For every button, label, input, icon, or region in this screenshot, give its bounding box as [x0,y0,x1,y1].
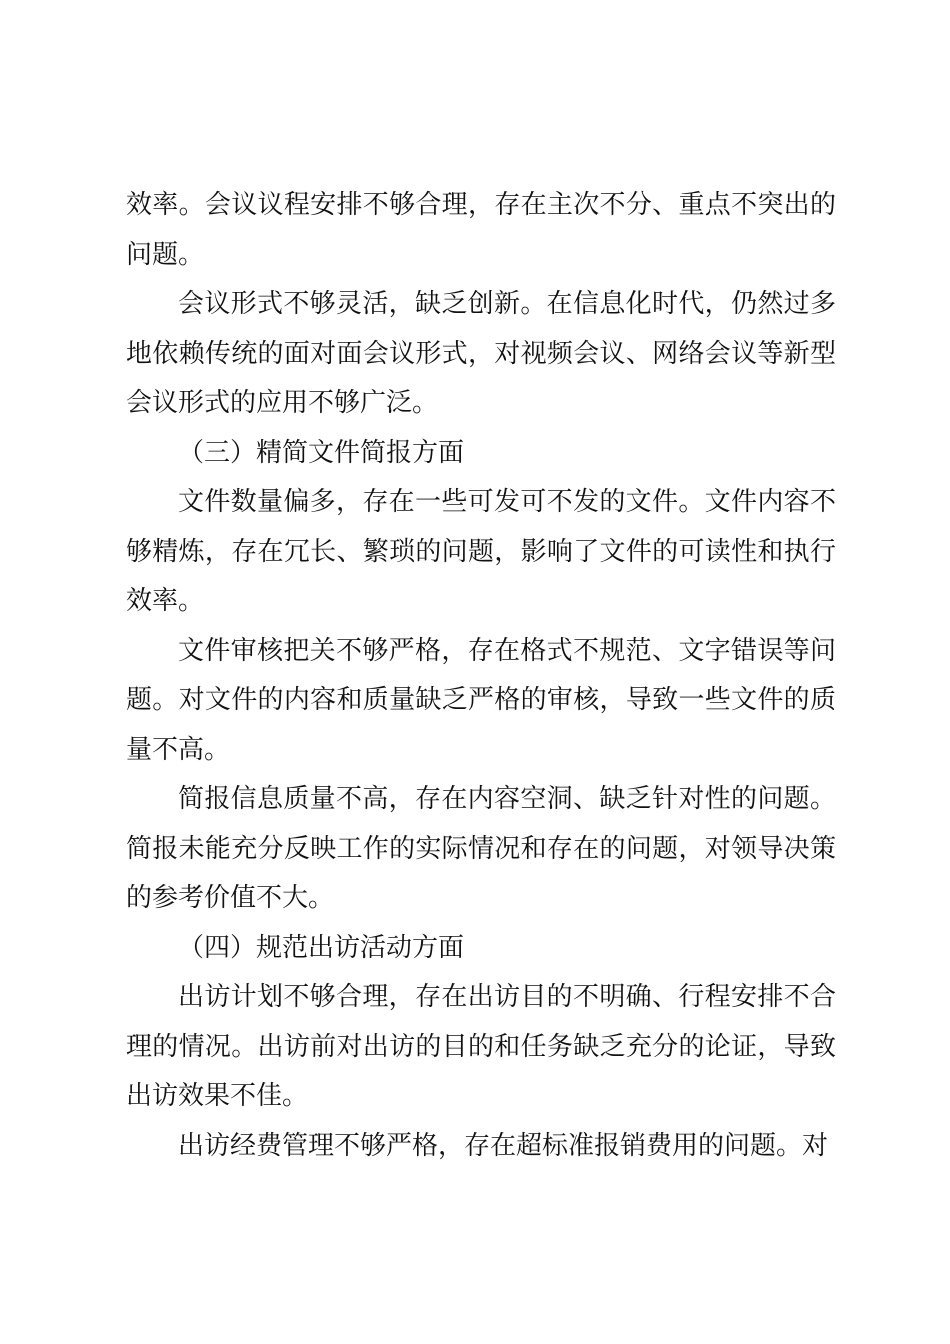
section-heading-visits: （四）规范出访活动方面 [178,932,465,963]
paragraph-visit-plan: 出访计划不够合理，存在出访目的不明确、行程安排不合理的情况。出访前对出访的目的和任务缺乏充分的论证，导致出访效果不佳。 [126,982,836,1111]
paragraph-meeting-agenda: 效率。会议议程安排不够合理，存在主次不分、重点不突出的问题。 [126,190,836,270]
section-heading-documents: （三）精简文件简报方面 [178,437,465,468]
paragraph-meeting-format: 会议形式不够灵活，缺乏创新。在信息化时代，仍然过多地依赖传统的面对面会议形式，对视频会议、网络会议等新型会议形式的应用不够广泛。 [126,289,836,418]
paragraph-briefing-quality: 简报信息质量不高，存在内容空洞、缺乏针对性的问题。简报未能充分反映工作的实际情况和存在的问题，对领导决策的参考价值不大。 [126,784,836,913]
paragraph-document-quantity: 文件数量偏多，存在一些可发可不发的文件。文件内容不够精炼，存在冗长、繁琐的问题，影响了文件的可读性和执行效率。 [126,487,836,616]
paragraph-document-review: 文件审核把关不够严格，存在格式不规范、文字错误等问题。对文件的内容和质量缺乏严格的审核，导致一些文件的质量不高。 [126,635,836,765]
paragraph-visit-expenses: 出访经费管理不够严格，存在超标准报销费用的问题。对 [178,1130,829,1161]
document-body [126,181,836,1171]
